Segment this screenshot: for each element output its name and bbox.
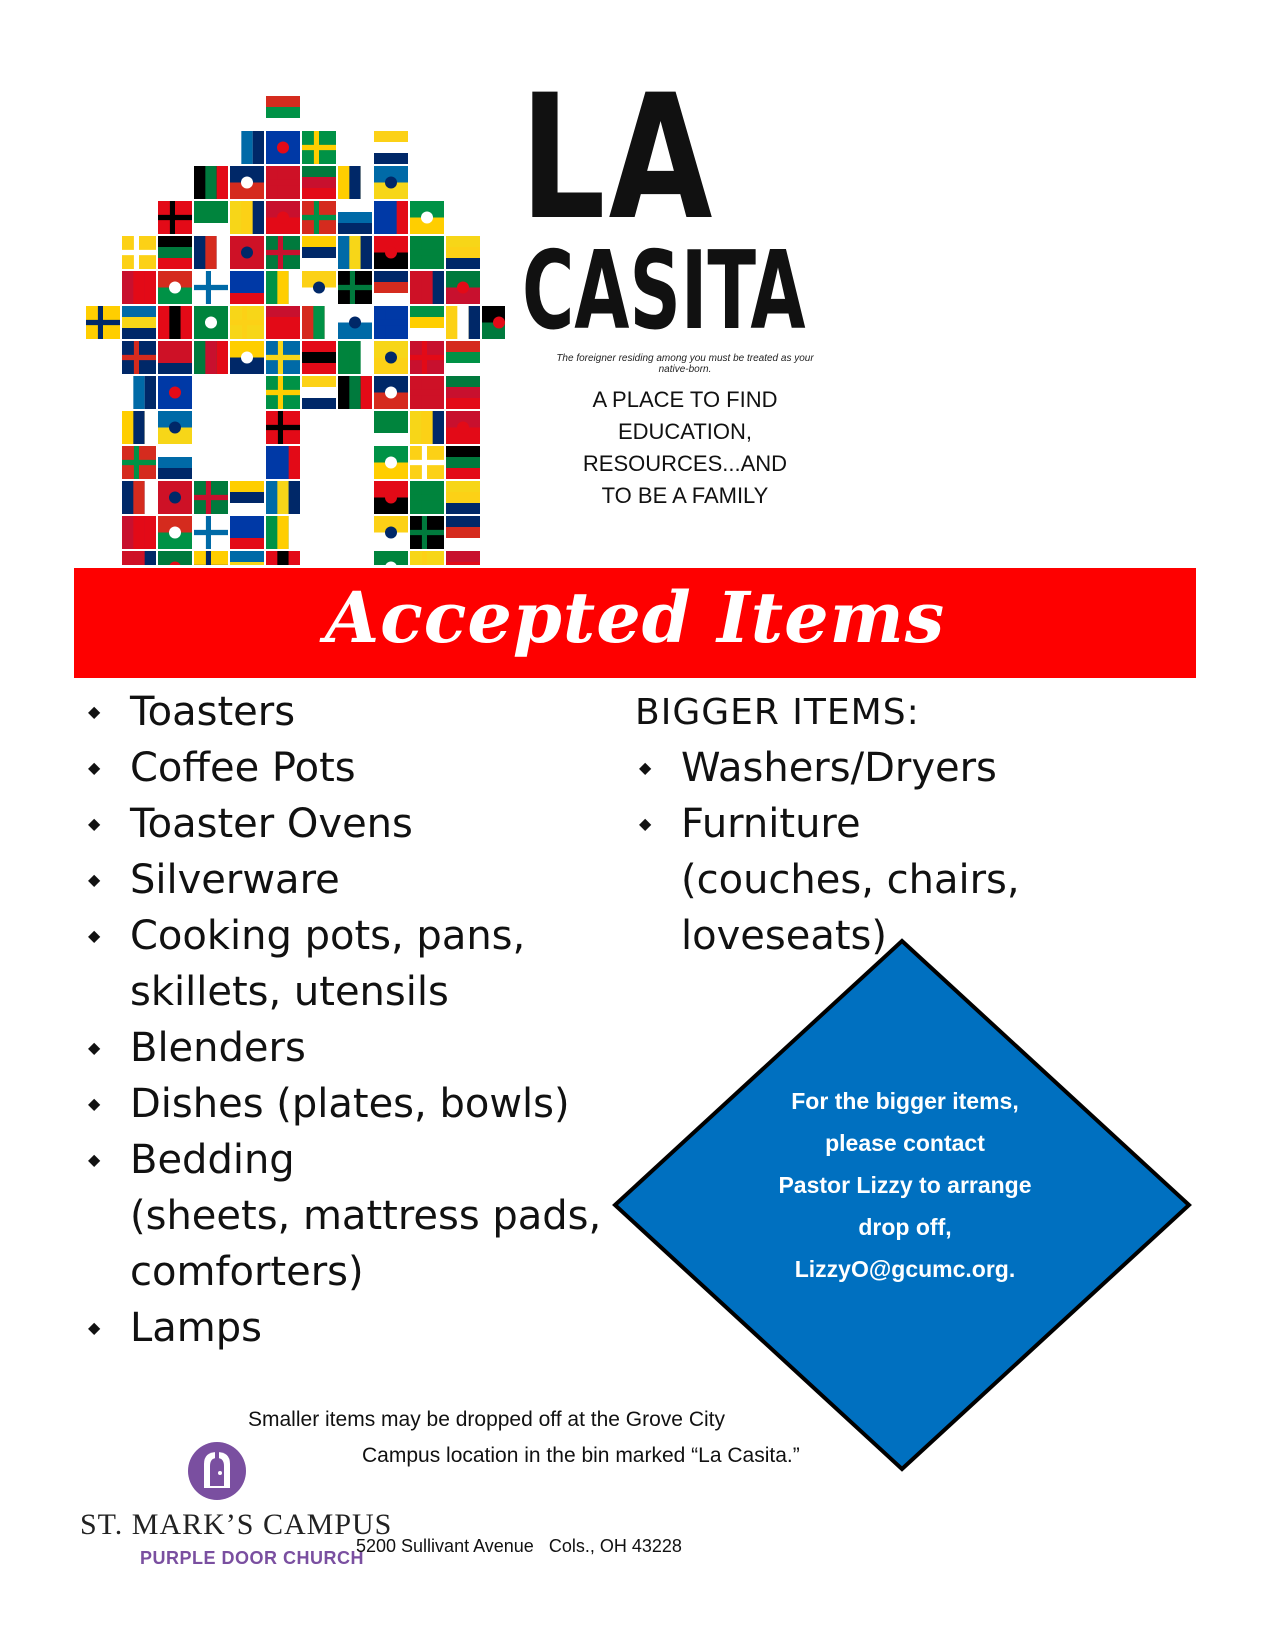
flag-tile	[338, 306, 372, 339]
verse-text: The foreigner residing among you must be treated as your native-born.	[556, 353, 814, 375]
flag-tile	[158, 551, 192, 565]
flag-tile	[338, 201, 372, 234]
contact-line: please contact	[825, 1130, 985, 1156]
flag-tile	[122, 551, 156, 565]
diamond-bullet-icon: ◆	[639, 814, 652, 833]
flag-tile	[446, 306, 480, 339]
flag-tile	[302, 306, 336, 339]
tagline-line: EDUCATION,	[617, 419, 753, 444]
flag-tile	[194, 236, 228, 269]
flag-tile	[194, 481, 228, 514]
flag-tile	[122, 516, 156, 549]
flag-tile	[194, 201, 228, 234]
flag-tile	[374, 341, 408, 374]
diamond-bullet-icon: ◆	[88, 926, 101, 945]
contact-line: drop off,	[858, 1214, 952, 1240]
address: 5200 Sullivant Avenue Cols., OH 43228	[356, 1536, 682, 1556]
flag-tile	[194, 551, 228, 565]
flag-tile	[446, 341, 480, 374]
flag-tile	[266, 376, 300, 409]
flag-tile	[122, 271, 156, 304]
flag-tile	[374, 376, 408, 409]
drop-off-note-line2: Campus location in the bin marked “La Casita.”	[362, 1444, 800, 1467]
diamond-bullet-icon: ◆	[88, 1150, 101, 1169]
flag-tile	[158, 201, 192, 234]
flag-tile	[374, 411, 408, 444]
flag-tile	[266, 236, 300, 269]
flag-tile	[230, 306, 264, 339]
flag-tile	[410, 341, 444, 374]
list-item: ◆ Washers/Dryers	[635, 740, 1055, 796]
flag-tile	[266, 551, 300, 565]
contact-line: Pastor Lizzy to arrange	[778, 1172, 1032, 1198]
list-item: ◆ Blenders	[84, 1020, 624, 1076]
flag-tile	[266, 131, 300, 164]
flag-tile	[194, 271, 228, 304]
flag-tile	[410, 236, 444, 269]
flag-tile	[482, 306, 505, 339]
flag-tile	[446, 551, 480, 565]
flag-tile	[266, 166, 300, 199]
flag-tile	[230, 516, 264, 549]
flag-house-illustration	[85, 95, 505, 565]
accepted-items-list	[84, 684, 624, 1356]
flag-tile	[410, 306, 444, 339]
flag-tile	[86, 306, 120, 339]
diamond-bullet-icon: ◆	[88, 870, 101, 889]
contact-line: For the bigger items,	[791, 1088, 1019, 1114]
bigger-items-list	[635, 740, 1055, 964]
flag-tile	[122, 411, 156, 444]
flag-tile	[158, 306, 192, 339]
flag-tile	[374, 166, 408, 199]
flag-tile	[266, 446, 300, 479]
flag-tile	[122, 236, 156, 269]
flag-tile	[158, 481, 192, 514]
flag-tile	[302, 376, 336, 409]
list-item: ◆ Bedding (sheets, mattress pads, comforters)	[84, 1132, 624, 1300]
accepted-items-banner	[74, 568, 1196, 678]
flag-tile	[446, 236, 480, 269]
flag-tile	[158, 446, 192, 479]
flag-tile	[338, 341, 372, 374]
flag-tile	[122, 481, 156, 514]
tagline	[540, 384, 830, 512]
church-name: PURPLE DOOR CHURCH	[140, 1548, 365, 1568]
flag-tile	[446, 411, 480, 444]
flag-tile	[374, 236, 408, 269]
contact-text	[745, 1080, 1065, 1290]
diamond-bullet-icon: ◆	[639, 758, 652, 777]
flag-tile	[194, 341, 228, 374]
flag-tile	[230, 201, 264, 234]
flag-tile	[374, 516, 408, 549]
flag-tile	[230, 271, 264, 304]
flag-tile	[230, 551, 264, 565]
flag-tile	[230, 166, 264, 199]
flag-tile	[266, 516, 300, 549]
flag-tile	[338, 376, 372, 409]
flag-tile	[122, 341, 156, 374]
flag-tile	[194, 166, 228, 199]
diamond-bullet-icon: ◆	[88, 1094, 101, 1113]
flag-tile	[302, 201, 336, 234]
flag-tile	[446, 271, 480, 304]
flag-tile	[374, 306, 408, 339]
flag-tile	[230, 131, 264, 164]
list-item: ◆ Toasters	[84, 684, 624, 740]
flag-tile	[158, 411, 192, 444]
flag-tile	[374, 551, 408, 565]
flag-tile	[266, 306, 300, 339]
flag-tile	[446, 516, 480, 549]
flag-tile	[266, 201, 300, 234]
flag-tile	[338, 166, 372, 199]
flag-tile	[302, 166, 336, 199]
flag-tile	[374, 481, 408, 514]
diamond-bullet-icon: ◆	[88, 702, 101, 721]
diamond-bullet-icon: ◆	[88, 1038, 101, 1057]
list-item: ◆ Lamps	[84, 1300, 624, 1356]
church-logo-icon	[186, 1440, 248, 1502]
flag-tile	[194, 516, 228, 549]
flag-tile	[410, 271, 444, 304]
flag-tile	[302, 271, 336, 304]
flag-tile	[410, 516, 444, 549]
flag-tile	[410, 201, 444, 234]
flag-tile	[446, 376, 480, 409]
drop-off-note-line1: Smaller items may be dropped off at the Grove City	[248, 1408, 725, 1431]
diamond-bullet-icon: ◆	[88, 1318, 101, 1337]
flag-tile	[122, 446, 156, 479]
title-la: LA	[520, 57, 716, 258]
flag-tile	[410, 446, 444, 479]
list-item: ◆ Cooking pots, pans, skillets, utensils	[84, 908, 624, 1020]
tagline-line: A PLACE TO FIND	[592, 387, 778, 412]
title-casita: CASITA	[522, 229, 806, 354]
flag-tile	[374, 131, 408, 164]
list-item: ◆ Furniture (couches, chairs, loveseats)	[635, 796, 1055, 964]
flag-tile	[338, 236, 372, 269]
diamond-bullet-icon: ◆	[88, 758, 101, 777]
flag-tile	[158, 376, 192, 409]
flag-tile	[374, 271, 408, 304]
flag-tile	[410, 376, 444, 409]
flag-tile	[266, 271, 300, 304]
flag-tile	[158, 516, 192, 549]
flag-tile	[446, 481, 480, 514]
flag-tile	[374, 446, 408, 479]
tagline-line: RESOURCES...AND	[582, 451, 788, 476]
flag-tile	[338, 271, 372, 304]
flag-tile	[266, 411, 300, 444]
flag-tile	[410, 481, 444, 514]
list-item: ◆ Silverware	[84, 852, 624, 908]
flag-tile	[302, 131, 336, 164]
flag-tile	[410, 411, 444, 444]
flag-tile	[230, 341, 264, 374]
flag-tile	[194, 306, 228, 339]
flag-tile	[266, 341, 300, 374]
flag-tile	[302, 341, 336, 374]
banner-title: Accepted Items	[324, 576, 946, 659]
flag-tile	[158, 341, 192, 374]
flag-tile	[374, 201, 408, 234]
tagline-line: TO BE A FAMILY	[601, 483, 769, 508]
list-item: ◆ Dishes (plates, bowls)	[84, 1076, 624, 1132]
flag-tile	[230, 236, 264, 269]
flag-tile	[122, 306, 156, 339]
flag-tile	[302, 236, 336, 269]
flag-tile	[266, 96, 300, 129]
flag-tile	[158, 236, 192, 269]
flag-tile	[158, 271, 192, 304]
list-item: ◆ Toaster Ovens	[84, 796, 624, 852]
flag-tile	[230, 481, 264, 514]
flag-tile	[446, 446, 480, 479]
flag-tile	[410, 551, 444, 565]
diamond-bullet-icon: ◆	[88, 814, 101, 833]
flag-tile	[122, 376, 156, 409]
flag-tile	[266, 481, 300, 514]
campus-name: ST. MARK’S CAMPUS	[80, 1508, 393, 1541]
bigger-items-heading: BIGGER ITEMS:	[635, 692, 920, 733]
contact-email[interactable]: LizzyO@gcumc.org.	[794, 1256, 1016, 1282]
list-item: ◆ Coffee Pots	[84, 740, 624, 796]
